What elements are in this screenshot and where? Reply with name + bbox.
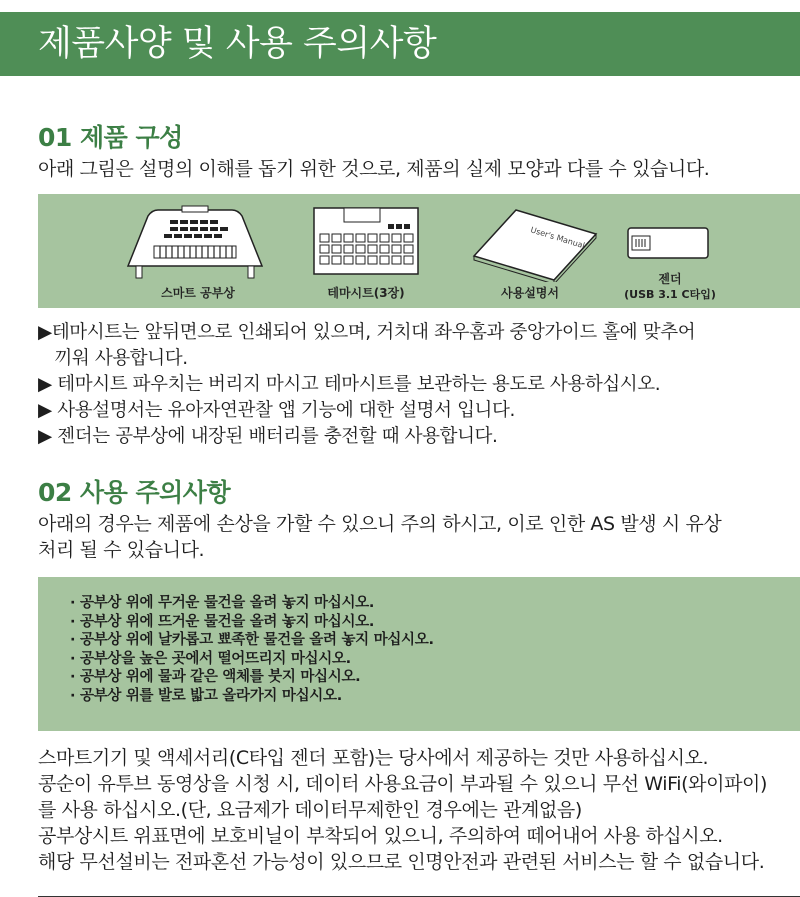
note-line: 스마트기기 및 액세서리(C타입 젠더 포함)는 당사에서 제공하는 것만 사용하십시오. <box>38 747 709 769</box>
item-label-manual: 사용설명서 <box>501 286 559 300</box>
item-label-desk: 스마트 공부상 <box>161 286 235 300</box>
bullet-item: ▶ 테마시트 파우치는 버리지 마시고 테마시트를 보관하는 용도로 사용하십시오. <box>38 374 661 395</box>
bullet-item: ▶테마시트는 앞뒤면으로 인쇄되어 있으며, 거치대 좌우홈과 중앙가이드 홀에 맞추어 <box>38 322 696 343</box>
manual-cover-text: User's Manual <box>529 225 586 251</box>
components-box <box>38 194 800 308</box>
item-sublabel-gender: (USB 3.1 C타입) <box>624 288 716 301</box>
caution-item: · 공부상 위에 무거운 물건을 올려 놓지 마십시오. <box>70 595 375 611</box>
bullet-item: 끼워 사용합니다. <box>38 348 188 369</box>
note-line: 콩순이 유투브 동영상을 시청 시, 데이터 사용요금이 부과될 수 있으니 무선 WiFi(와이파이) <box>38 773 768 795</box>
usb-gender-icon <box>626 226 710 264</box>
page-title: 제품사양 및 사용 주의사항 <box>38 24 437 64</box>
components-bullets <box>38 320 695 450</box>
theme-sheet-icon <box>310 204 422 280</box>
note-line: 를 사용 하십시오.(단, 요금제가 데이터무제한인 경우에는 관계없음) <box>38 799 582 821</box>
section-heading-cautions: 02 사용 주의사항 <box>38 478 231 507</box>
section-heading-components: 01 제품 구성 <box>38 123 183 152</box>
smart-desk-icon <box>120 204 270 284</box>
components-intro: 아래 그림은 설명의 이해를 돕기 위한 것으로, 제품의 실제 모양과 다를 수 있습니다. <box>38 158 710 180</box>
cautions-intro-line1: 아래의 경우는 제품에 손상을 가할 수 있으니 주의 하시고, 이로 인한 AS 발생 시 유상 <box>38 513 722 535</box>
item-label-sheet: 테마시트(3장) <box>327 286 405 300</box>
caution-item: · 공부상 위에 물과 같은 액체를 붓지 마십시오. <box>70 669 361 685</box>
note-line: 공부상시트 위표면에 보호비닐이 부착되어 있으니, 주의하여 떼어내어 사용 하십시오. <box>38 825 723 847</box>
note-line: 해당 무선설비는 전파혼선 가능성이 있으므로 인명안전과 관련된 서비스는 할 수 없습니다. <box>38 851 765 873</box>
caution-item: · 공부상 위를 발로 밟고 올라가지 마십시오. <box>70 687 342 704</box>
user-manual-icon <box>470 206 600 282</box>
caution-item: · 공부상을 높은 곳에서 떨어뜨리지 마십시오. <box>70 650 351 667</box>
caution-item: · 공부상 위에 뜨거운 물건을 올려 놓지 마십시오. <box>70 613 375 630</box>
bullet-item: ▶ 사용설명서는 유아자연관찰 앱 기능에 대한 설명서 입니다. <box>38 400 515 421</box>
caution-list <box>70 594 434 705</box>
item-label-gender: 젠더 <box>658 272 682 286</box>
cautions-intro-line2: 처리 될 수 있습니다. <box>38 539 205 561</box>
bullet-item: ▶ 젠더는 공부상에 내장된 배터리를 충전할 때 사용합니다. <box>38 426 498 447</box>
caution-item: · 공부상 위에 날카롭고 뾰족한 물건을 올려 놓지 마십시오. <box>70 632 434 648</box>
